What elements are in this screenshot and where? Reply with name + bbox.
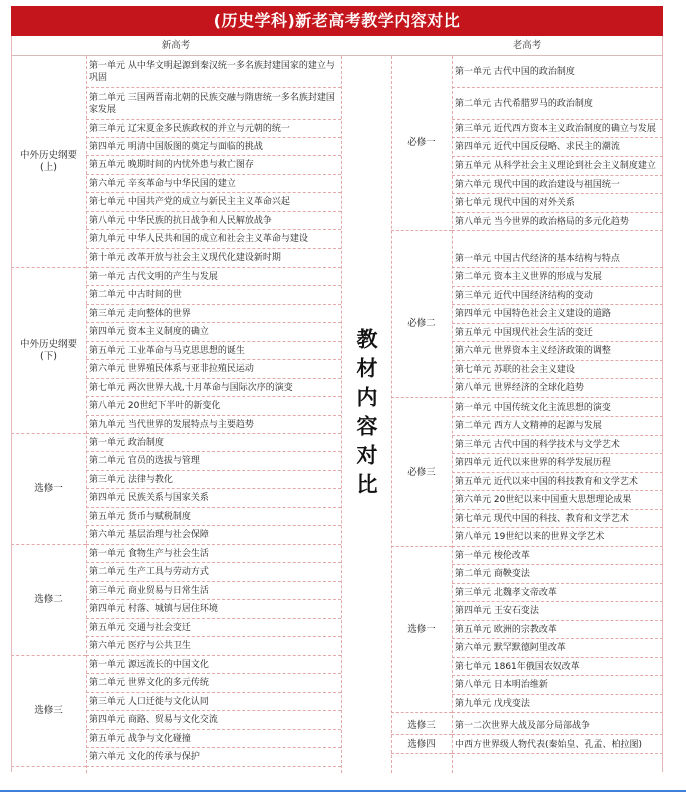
old-unit-row: 第四单元 近代中国反侵略、求民主的潮流	[452, 138, 663, 157]
new-unit-row: 第五单元 战争与文化碰撞	[86, 730, 341, 748]
new-unit-row: 第二单元 生产工具与劳动方式	[86, 563, 341, 582]
new-unit-row: 第七单元 中国共产党的成立与新民主主义革命兴起	[86, 193, 341, 212]
divider	[86, 56, 87, 773]
new-group-label: 中外历史纲要(下)	[11, 268, 86, 434]
new-unit-row: 第五单元 工业革命与马克思思想的诞生	[86, 342, 341, 360]
bottom-rule	[0, 790, 686, 792]
old-group-label: 必修一	[391, 56, 452, 231]
new-unit-row: 第四单元 明清中国版图的奠定与面临的挑战	[86, 138, 341, 156]
old-group-label: 选修三	[391, 717, 452, 735]
old-unit-row: 第一单元 古代中国的政治制度	[452, 56, 663, 88]
old-unit-row: 第七单元 苏联的社会主义建设	[452, 361, 663, 379]
new-unit-row: 第五单元 交通与社会变迁	[86, 619, 341, 637]
old-group-label: 选修一	[391, 547, 452, 713]
old-unit-row: 第五单元 近代以来中国的科技教育和文学艺术	[452, 473, 663, 491]
old-unit-row: 第八单元 日本明治维新	[452, 676, 663, 695]
center-label: 教材内容对比	[354, 327, 378, 502]
new-unit-row: 第五单元 晚期时间的内忧外患与救亡图存	[86, 156, 341, 175]
comparison-sheet	[11, 6, 663, 773]
old-unit-row: 第二单元 资本主义世界的形成与发展	[452, 268, 663, 287]
new-unit-row: 第八单元 20世纪下半叶的新变化	[86, 397, 341, 416]
old-unit-row: 第一单元 中国古代经济的基本结构与特点	[452, 250, 663, 268]
new-unit-row: 第四单元 村落、城镇与居住环境	[86, 600, 341, 619]
new-unit-row: 第二单元 世界文化的多元传统	[86, 674, 341, 693]
new-unit-row: 第一单元 源远流长的中国文化	[86, 656, 341, 674]
divider	[341, 56, 342, 773]
old-unit-row: 第二单元 商鞅变法	[452, 565, 663, 584]
new-group-label: 选修二	[11, 545, 86, 656]
new-unit-row: 第二单元 官员的选拔与管理	[86, 452, 341, 471]
table-body	[11, 56, 663, 773]
new-unit-row: 第三单元 法律与教化	[86, 471, 341, 489]
old-unit-row: 第五单元 从科学社会主义理论到社会主义制度建立	[452, 157, 663, 176]
old-unit-row: 第三单元 北魏孝文帝改革	[452, 584, 663, 602]
old-group-label: 选修四	[391, 736, 452, 754]
frame-line	[662, 36, 663, 772]
old-unit-row: 第一单元 中国传统文化主流思想的演变	[452, 399, 663, 417]
new-unit-row: 第一单元 食物生产与社会生活	[86, 545, 341, 563]
old-unit-row: 第八单元 当今世界的政治格局的多元化趋势	[452, 213, 663, 231]
old-unit-row: 第六单元 现代中国的政治建设与祖国统一	[452, 176, 663, 194]
old-unit-row: 第二单元 古代希腊罗马的政治制度	[452, 88, 663, 120]
new-unit-row: 第九单元 中华人民共和国的成立和社会主义革命与建设	[86, 230, 341, 249]
new-unit-row: 第三单元 走向整体的世界	[86, 305, 341, 323]
old-unit-row: 第六单元 世界资本主义经济政策的调整	[452, 342, 663, 361]
old-unit-row: 第三单元 古代中国的科学技术与文学艺术	[452, 436, 663, 454]
frame-line	[11, 36, 12, 772]
new-unit-row: 第六单元 辛亥革命与中华民国的建立	[86, 175, 341, 193]
old-group-label: 必修三	[391, 399, 452, 547]
old-group-label: 必修二	[391, 250, 452, 398]
new-unit-row: 第五单元 货币与赋税制度	[86, 508, 341, 526]
center-label-cell	[341, 56, 391, 773]
new-unit-row: 第四单元 民族关系与国家关系	[86, 489, 341, 508]
new-unit-row: 第七单元 两次世界大战,十月革命与国际次序的演变	[86, 379, 341, 397]
new-unit-row: 第十单元 改革开放与社会主义现代化建设新时期	[86, 249, 341, 268]
new-exam-header: 新高考	[161, 40, 191, 51]
old-unit-row: 第七单元 现代中国的科技、教育和文学艺术	[452, 510, 663, 528]
old-unit-row: 第四单元 近代以来世界的科学发展历程	[452, 454, 663, 473]
old-unit-row: 第八单元 世界经济的全球化趋势	[452, 379, 663, 398]
new-unit-row: 第一单元 从中华文明起源到秦汉统一多名族封建国家的建立与巩固	[86, 56, 341, 88]
old-unit-row: 第三单元 近代中国经济结构的变动	[452, 287, 663, 305]
new-unit-row: 第三单元 人口迁徙与文化认同	[86, 693, 341, 711]
old-unit-row: 第六单元 默罕默德阿里改革	[452, 639, 663, 658]
new-unit-row: 第六单元 基层治理与社会保障	[86, 526, 341, 545]
new-unit-row: 第一单元 古代文明的产生与发展	[86, 268, 341, 286]
old-unit-row: 第一二次世界大战及部分局部战争	[452, 717, 663, 735]
old-unit-row: 第七单元 1861年俄国农奴改革	[452, 658, 663, 676]
page-title: (历史学科)新老高考教学内容对比	[11, 6, 663, 36]
old-unit-row: 第七单元 现代中国的对外关系	[452, 194, 663, 213]
new-unit-row: 第四单元 商路、贸易与文化交流	[86, 711, 341, 730]
new-unit-row: 第二单元 中古时间的世	[86, 286, 341, 305]
new-unit-row: 第三单元 商业贸易与日常生活	[86, 582, 341, 600]
new-unit-row: 第八单元 中华民族的抗日战争和人民解放战争	[86, 212, 341, 230]
new-unit-row: 第六单元 文化的传承与保护	[86, 748, 341, 767]
old-unit-row: 第八单元 19世纪以来的世界文学艺术	[452, 528, 663, 547]
new-unit-row: 第三单元 辽宋夏金多民族政权的并立与元朝的统一	[86, 120, 341, 138]
old-unit-row: 中西方世界级人物代表(秦始皇、孔孟、柏拉图)	[452, 736, 663, 754]
new-unit-row: 第一单元 政治制度	[86, 434, 341, 452]
divider	[391, 56, 392, 773]
new-group-label: 选修一	[11, 434, 86, 545]
new-unit-row: 第六单元 世界殖民体系与亚非拉殖民运动	[86, 360, 341, 379]
new-unit-row: 第九单元 当代世界的发展特点与主要趋势	[86, 416, 341, 434]
old-unit-row: 第二单元 西方人文精神的起源与发展	[452, 417, 663, 436]
new-group-label: 选修三	[11, 656, 86, 767]
old-unit-row: 第四单元 王安石变法	[452, 602, 663, 621]
old-unit-row: 第一单元 梭伦改革	[452, 547, 663, 565]
old-exam-header: 老高考	[512, 40, 542, 51]
old-unit-row: 第五单元 中国现代社会生活的变迁	[452, 324, 663, 342]
old-unit-row: 第六单元 20世纪以来中国重大思想理论成果	[452, 491, 663, 510]
divider	[452, 56, 453, 773]
new-unit-row: 第二单元 三国两晋南北朝的民族交融与隋唐统一多名族封建国家发展	[86, 88, 341, 120]
new-group-label: 中外历史纲要(上)	[11, 56, 86, 268]
new-unit-row: 第六单元 医疗与公共卫生	[86, 637, 341, 656]
old-unit-row: 第三单元 近代西方资本主义政治制度的确立与发展	[452, 120, 663, 138]
old-unit-row: 第五单元 欧洲的宗教改革	[452, 621, 663, 639]
new-unit-row: 第四单元 资本主义制度的确立	[86, 323, 341, 342]
old-unit-row: 第四单元 中国特色社会主义建设的道路	[452, 305, 663, 324]
table-header	[11, 36, 663, 56]
old-unit-row: 第九单元 戊戌变法	[452, 695, 663, 713]
